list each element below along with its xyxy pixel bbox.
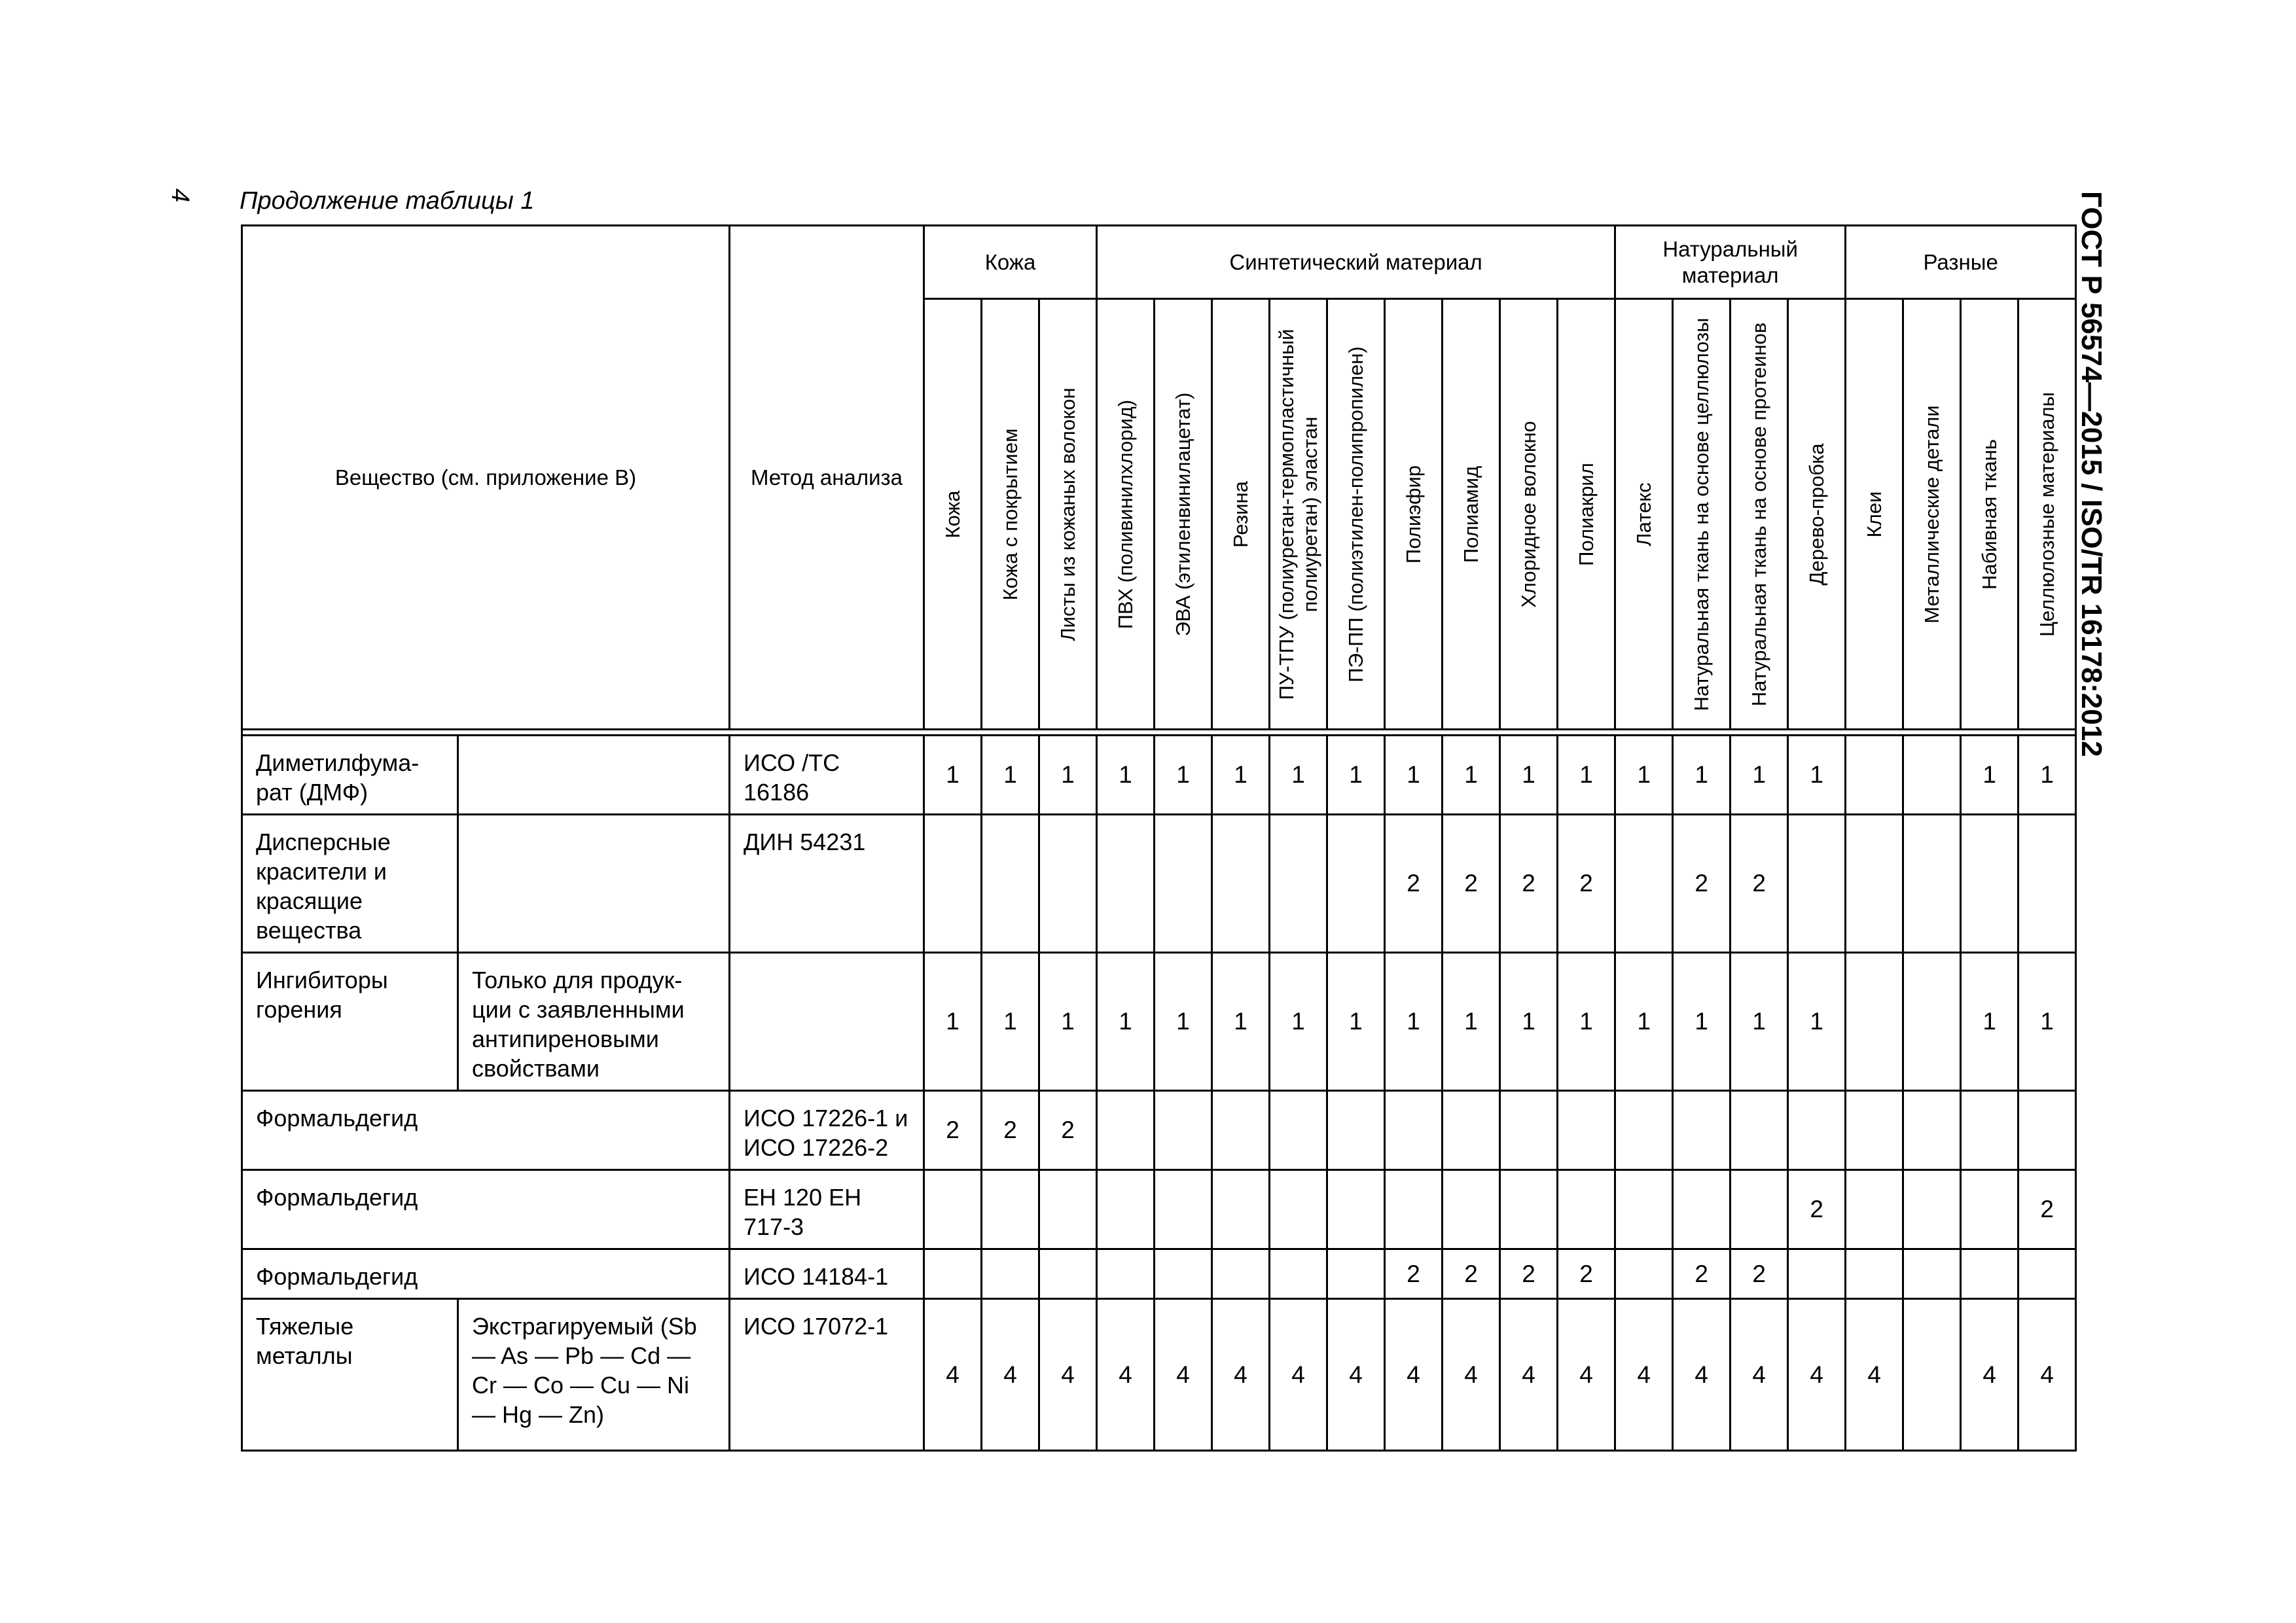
value-cell — [1673, 1091, 1731, 1170]
value-cell: 2 — [1385, 815, 1443, 953]
substance-header: Вещество (см. приложение В) — [242, 226, 730, 730]
value-cell: 1 — [1327, 953, 1385, 1091]
value-cell: 2 — [2018, 1170, 2076, 1249]
method-cell: ИСО 14184-1 — [730, 1249, 924, 1299]
method-cell: ИСО /ТС 16186 — [730, 736, 924, 815]
value-cell: 4 — [1212, 1299, 1270, 1451]
column-header-2 — [982, 299, 1039, 730]
column-header-6 — [1212, 299, 1270, 730]
substance-cell: Дисперсные красители и красящие вещества — [242, 815, 458, 953]
value-cell: 1 — [1097, 736, 1155, 815]
value-cell: 4 — [1385, 1299, 1443, 1451]
value-cell — [924, 1170, 982, 1249]
group-synthetic: Синтетический материал — [1097, 226, 1615, 299]
column-header-label: Кожа с покрытием — [998, 428, 1022, 600]
column-header-1 — [924, 299, 982, 730]
column-header-7 — [1270, 299, 1327, 730]
substances-table — [241, 224, 2077, 1452]
column-header-18 — [1903, 299, 1961, 730]
substance-cell: Формальдегид — [242, 1091, 730, 1170]
value-cell: 4 — [1961, 1299, 2018, 1451]
value-cell: 4 — [1500, 1299, 1558, 1451]
value-cell — [1155, 815, 1212, 953]
value-cell: 2 — [982, 1091, 1039, 1170]
table-row — [242, 1091, 2076, 1170]
value-cell: 1 — [1385, 953, 1443, 1091]
value-cell: 1 — [1788, 736, 1846, 815]
value-cell: 1 — [1443, 953, 1500, 1091]
value-cell — [1615, 1170, 1673, 1249]
value-cell — [1558, 1170, 1615, 1249]
column-header-label: Дерево-пробка — [1804, 443, 1828, 585]
method-cell — [730, 953, 924, 1091]
value-cell — [1846, 953, 1903, 1091]
column-header-12 — [1558, 299, 1615, 730]
column-header-16 — [1788, 299, 1846, 730]
column-header-label: ПУ-ТПУ (полиуретан-термопластичный полиуретан) эластан — [1274, 329, 1321, 700]
value-cell — [1212, 815, 1270, 953]
table-caption: Продолжение таблицы 1 — [240, 187, 535, 215]
value-cell: 4 — [1039, 1299, 1097, 1451]
value-cell — [1846, 1170, 1903, 1249]
column-header-label: Полиамид — [1459, 465, 1482, 563]
value-cell: 4 — [1846, 1299, 1903, 1451]
value-cell — [1673, 1170, 1731, 1249]
value-cell: 1 — [1673, 736, 1731, 815]
substance-cell: Формальдегид — [242, 1249, 730, 1299]
value-cell — [1788, 815, 1846, 953]
substance-cell: Ингибиторы горения — [242, 953, 458, 1091]
value-cell: 2 — [1443, 815, 1500, 953]
value-cell: 1 — [1615, 953, 1673, 1091]
substance-cell: Диметилфума-рат (ДМФ) — [242, 736, 458, 815]
value-cell — [1846, 815, 1903, 953]
value-cell: 1 — [1212, 953, 1270, 1091]
note-cell: Только для продук-ции с заявленными антипиреновыми свойствами — [458, 953, 730, 1091]
column-header-label: Целлюлозные материалы — [2035, 391, 2058, 637]
column-header-label: ПЭ-ПП (полиэтилен-полипропилен) — [1344, 346, 1367, 683]
column-header-label: Резина — [1229, 480, 1252, 548]
value-cell: 2 — [1558, 815, 1615, 953]
table-row — [242, 1299, 2076, 1451]
value-cell — [1500, 1170, 1558, 1249]
value-cell — [1788, 1091, 1846, 1170]
note-cell — [458, 736, 730, 815]
value-cell: 1 — [982, 736, 1039, 815]
value-cell — [1039, 1170, 1097, 1249]
value-cell — [1846, 1249, 1903, 1299]
value-cell — [924, 1249, 982, 1299]
table-row — [242, 815, 2076, 953]
value-cell: 2 — [1443, 1249, 1500, 1299]
value-cell — [1903, 1170, 1961, 1249]
value-cell — [1155, 1091, 1212, 1170]
value-cell: 4 — [1443, 1299, 1500, 1451]
value-cell: 2 — [1673, 1249, 1731, 1299]
value-cell — [1903, 1299, 1961, 1451]
value-cell: 2 — [1500, 1249, 1558, 1299]
value-cell — [1039, 815, 1097, 953]
value-cell — [2018, 1091, 2076, 1170]
value-cell — [924, 815, 982, 953]
value-cell: 1 — [1731, 953, 1788, 1091]
column-header-label: Хлоридное волокно — [1516, 420, 1540, 608]
value-cell: 4 — [1731, 1299, 1788, 1451]
column-header-20 — [2018, 299, 2076, 730]
value-cell — [1903, 953, 1961, 1091]
value-cell: 1 — [1039, 736, 1097, 815]
value-cell — [2018, 1249, 2076, 1299]
substance-cell: Формальдегид — [242, 1170, 730, 1249]
value-cell: 1 — [1039, 953, 1097, 1091]
value-cell — [982, 815, 1039, 953]
column-header-17 — [1846, 299, 1903, 730]
value-cell — [1155, 1170, 1212, 1249]
value-cell — [1097, 1091, 1155, 1170]
value-cell: 4 — [1558, 1299, 1615, 1451]
value-cell: 2 — [1673, 815, 1731, 953]
value-cell — [1731, 1170, 1788, 1249]
value-cell — [1270, 1170, 1327, 1249]
value-cell — [1212, 1170, 1270, 1249]
value-cell — [1731, 1091, 1788, 1170]
method-cell: ДИН 54231 — [730, 815, 924, 953]
value-cell: 4 — [982, 1299, 1039, 1451]
table-row — [242, 1170, 2076, 1249]
value-cell: 1 — [1385, 736, 1443, 815]
value-cell — [1270, 1249, 1327, 1299]
value-cell — [1270, 815, 1327, 953]
column-header-label: Полиакрил — [1574, 462, 1598, 566]
column-header-label: ПВХ (поливинилхлорид) — [1113, 399, 1137, 629]
value-cell — [1615, 815, 1673, 953]
value-cell: 1 — [1673, 953, 1731, 1091]
value-cell — [1903, 815, 1961, 953]
value-cell: 1 — [1558, 953, 1615, 1091]
column-header-4 — [1097, 299, 1155, 730]
value-cell — [1327, 1249, 1385, 1299]
group-natural: Натуральный материал — [1615, 226, 1846, 299]
column-header-10 — [1443, 299, 1500, 730]
value-cell: 1 — [1788, 953, 1846, 1091]
value-cell — [1615, 1249, 1673, 1299]
method-cell: ИСО 17226-1 и ИСО 17226-2 — [730, 1091, 924, 1170]
method-header: Метод анализа — [730, 226, 924, 730]
value-cell — [1385, 1091, 1443, 1170]
value-cell — [1846, 1091, 1903, 1170]
method-cell: ИСО 17072-1 — [730, 1299, 924, 1451]
value-cell — [1097, 1170, 1155, 1249]
method-cell: ЕН 120 ЕН 717-3 — [730, 1170, 924, 1249]
value-cell — [982, 1170, 1039, 1249]
value-cell: 1 — [1270, 953, 1327, 1091]
value-cell — [1961, 1091, 2018, 1170]
column-header-9 — [1385, 299, 1443, 730]
value-cell: 1 — [1327, 736, 1385, 815]
value-cell: 1 — [1500, 953, 1558, 1091]
column-header-label: Листы из кожаных волокон — [1056, 387, 1079, 641]
value-cell — [1039, 1249, 1097, 1299]
value-cell: 1 — [924, 953, 982, 1091]
value-cell: 4 — [1615, 1299, 1673, 1451]
column-header-label: Металлические детали — [1920, 404, 1943, 624]
value-cell: 4 — [1097, 1299, 1155, 1451]
column-header-8 — [1327, 299, 1385, 730]
value-cell: 1 — [1443, 736, 1500, 815]
value-cell: 4 — [1327, 1299, 1385, 1451]
column-header-label: Натуральная ткань на основе целлюлозы — [1689, 317, 1713, 711]
column-header-11 — [1500, 299, 1558, 730]
note-cell — [458, 815, 730, 953]
value-cell — [1903, 1091, 1961, 1170]
value-cell — [1961, 1249, 2018, 1299]
value-cell: 1 — [1500, 736, 1558, 815]
value-cell — [1903, 1249, 1961, 1299]
column-header-label: Клеи — [1862, 491, 1886, 537]
table-row — [242, 1249, 2076, 1299]
value-cell: 1 — [924, 736, 982, 815]
value-cell — [1327, 1091, 1385, 1170]
value-cell: 2 — [1500, 815, 1558, 953]
value-cell: 2 — [1039, 1091, 1097, 1170]
column-header-14 — [1673, 299, 1731, 730]
value-cell — [1903, 736, 1961, 815]
column-header-15 — [1731, 299, 1788, 730]
value-cell: 4 — [1788, 1299, 1846, 1451]
substance-cell: Тяжелые металлы — [242, 1299, 458, 1451]
column-header-label: Кожа — [941, 490, 964, 538]
value-cell: 4 — [1673, 1299, 1731, 1451]
column-header-label: Полиэфир — [1401, 465, 1425, 563]
value-cell: 4 — [1270, 1299, 1327, 1451]
value-cell: 1 — [1961, 736, 2018, 815]
table-row — [242, 953, 2076, 1091]
value-cell — [1500, 1091, 1558, 1170]
value-cell: 4 — [924, 1299, 982, 1451]
value-cell — [1961, 815, 2018, 953]
value-cell — [1788, 1249, 1846, 1299]
value-cell — [1212, 1249, 1270, 1299]
value-cell: 2 — [1731, 815, 1788, 953]
value-cell — [1961, 1170, 2018, 1249]
column-header-3 — [1039, 299, 1097, 730]
value-cell — [1558, 1091, 1615, 1170]
group-leather: Кожа — [924, 226, 1097, 299]
value-cell — [1155, 1249, 1212, 1299]
value-cell — [1097, 815, 1155, 953]
document-id: ГОСТ Р 56574—2015 / ISO/TR 16178:2012 — [2075, 191, 2108, 757]
column-header-13 — [1615, 299, 1673, 730]
column-header-label: Натуральная ткань на основе протеинов — [1747, 322, 1770, 706]
value-cell — [1327, 1170, 1385, 1249]
value-cell: 2 — [1788, 1170, 1846, 1249]
value-cell — [1443, 1170, 1500, 1249]
page-number: 4 — [166, 188, 194, 203]
value-cell: 4 — [1155, 1299, 1212, 1451]
group-misc: Разные — [1846, 226, 2076, 299]
value-cell — [1846, 736, 1903, 815]
column-header-label: Латекс — [1632, 482, 1655, 546]
value-cell: 1 — [1155, 953, 1212, 1091]
value-cell — [1327, 815, 1385, 953]
value-cell: 1 — [982, 953, 1039, 1091]
column-header-label: ЭВА (этиленвинилацетат) — [1171, 392, 1194, 636]
value-cell — [2018, 815, 2076, 953]
value-cell — [982, 1249, 1039, 1299]
column-header-5 — [1155, 299, 1212, 730]
value-cell: 1 — [2018, 736, 2076, 815]
value-cell — [1097, 1249, 1155, 1299]
value-cell: 4 — [2018, 1299, 2076, 1451]
value-cell — [1385, 1170, 1443, 1249]
value-cell — [1270, 1091, 1327, 1170]
column-header-19 — [1961, 299, 2018, 730]
value-cell: 1 — [1212, 736, 1270, 815]
table-row — [242, 736, 2076, 815]
value-cell: 1 — [1961, 953, 2018, 1091]
value-cell: 2 — [1385, 1249, 1443, 1299]
value-cell: 1 — [1558, 736, 1615, 815]
value-cell — [1443, 1091, 1500, 1170]
value-cell: 2 — [1558, 1249, 1615, 1299]
value-cell: 2 — [924, 1091, 982, 1170]
value-cell: 1 — [1097, 953, 1155, 1091]
column-header-label: Набивная ткань — [1977, 438, 2001, 590]
value-cell — [1615, 1091, 1673, 1170]
value-cell: 2 — [1731, 1249, 1788, 1299]
value-cell: 1 — [1155, 736, 1212, 815]
value-cell: 1 — [2018, 953, 2076, 1091]
value-cell: 1 — [1731, 736, 1788, 815]
value-cell — [1212, 1091, 1270, 1170]
note-cell: Экстрагируемый (Sb — As — Pb — Cd — Cr — Co — Cu — Ni — Hg — Zn) — [458, 1299, 730, 1451]
value-cell: 1 — [1615, 736, 1673, 815]
value-cell: 1 — [1270, 736, 1327, 815]
